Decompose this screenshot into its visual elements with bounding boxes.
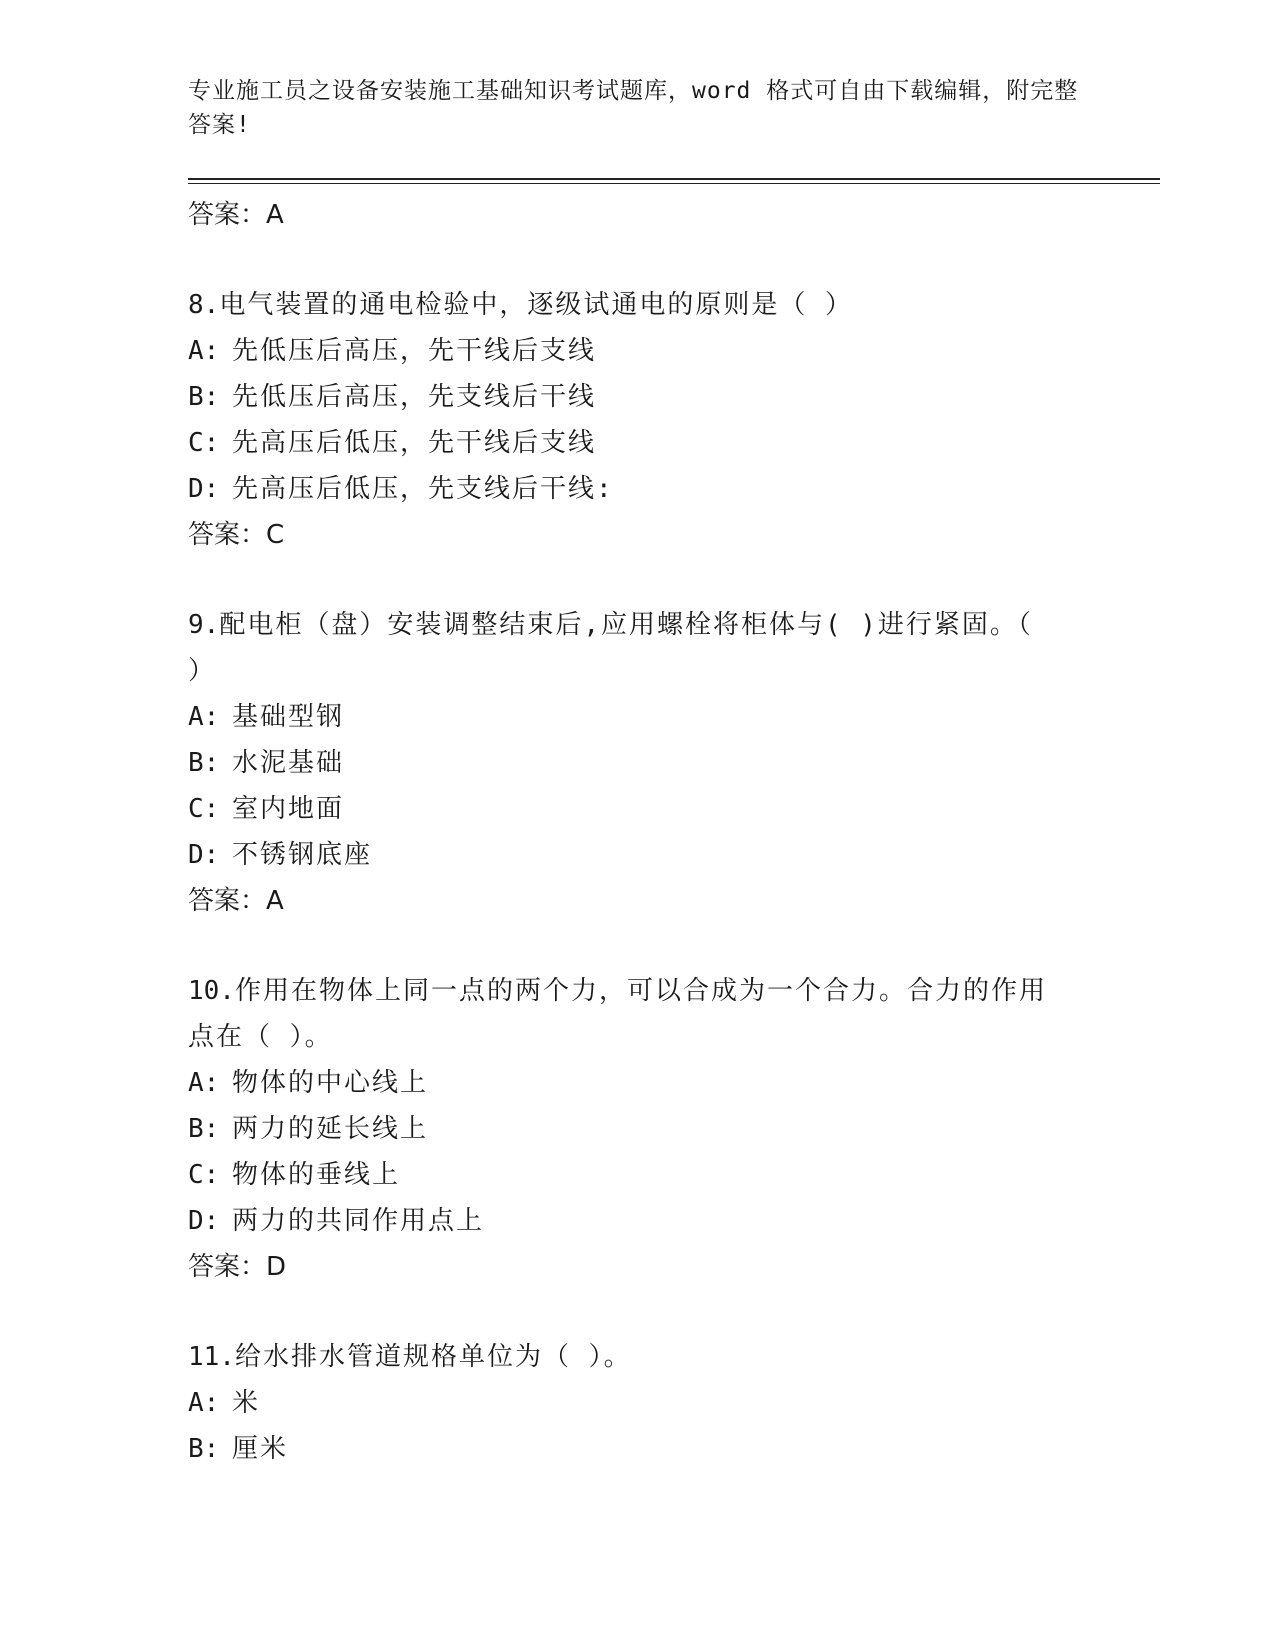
option-letter: D: [188,840,220,870]
question-number: 11. [188,1342,235,1372]
option-letter: D: [188,474,220,504]
question-stem: 电气装置的通电检验中，逐级试通电的原则是（ ） [219,290,853,320]
option-letter: C: [188,428,220,458]
document-header: 专业施工员之设备安装施工基础知识考试题库，word 格式可自由下载编辑，附完整答案! [188,78,1079,138]
option-c [188,786,1160,832]
option-letter: C: [188,794,220,824]
option-text: 米 [232,1388,261,1418]
option-letter: C: [188,1160,220,1190]
option-b [188,374,1160,420]
question-stem: 给水排水管道规格单位为（ ）。 [234,1342,632,1372]
option-letter: A: [188,702,220,732]
question-stem: 配电柜（盘）安装调整结束后,应用螺栓将柜体与( )进行紧固。（ ） [188,610,1033,686]
option-b [188,1106,1160,1152]
option-text: 先高压后低压，先干线后支线 [232,428,597,458]
option-letter: D: [188,1206,220,1236]
answer-line: 答案：D [188,1252,287,1282]
option-c [188,420,1160,466]
option-text: 先低压后高压，先支线后干线 [232,382,597,412]
question-number: 9. [188,610,220,640]
option-text: 不锈钢底座 [232,840,373,870]
document-body [188,192,1160,1472]
question-text [188,282,1048,328]
option-a [188,1060,1160,1106]
option-d [188,1198,1160,1244]
option-text: 先低压后高压，先干线后支线 [232,336,597,366]
option-letter: A: [188,1068,220,1098]
option-text: 两力的共同作用点上 [232,1206,485,1236]
option-text: 厘米 [232,1434,289,1464]
option-text: 两力的延长线上 [232,1114,429,1144]
question-stem: 作用在物体上同一点的两个力，可以合成为一个合力。合力的作用点在（ ）。 [188,976,1047,1052]
option-b [188,1426,1160,1472]
question-number: 10. [188,976,235,1006]
question-item [188,602,1160,924]
option-a [188,328,1160,374]
option-a [188,1380,1160,1426]
option-letter: A: [188,336,220,366]
question-item [188,968,1160,1290]
option-letter: B: [188,1114,220,1144]
option-a [188,694,1160,740]
option-letter: B: [188,382,220,412]
answer-line: 答案：C [188,520,285,550]
option-text: 室内地面 [232,794,345,824]
question-text [188,1334,1048,1380]
option-letter: B: [188,1434,220,1464]
answer-line: 答案：A [188,200,284,230]
option-text: 物体的中心线上 [232,1068,429,1098]
question-number: 8. [188,290,220,320]
question-text [188,602,1048,694]
option-letter: B: [188,748,220,778]
option-d [188,466,1160,512]
question-text [188,968,1048,1060]
option-text: 水泥基础 [232,748,345,778]
option-c [188,1152,1160,1198]
header-divider [188,178,1160,184]
question-item [188,282,1160,558]
answer-line: 答案：A [188,886,284,916]
option-text: 基础型钢 [232,702,345,732]
question-item [188,1334,1160,1472]
option-text: 物体的垂线上 [232,1160,401,1190]
option-d [188,832,1160,878]
option-b [188,740,1160,786]
option-text: 先高压后低压，先支线后干线: [232,474,614,504]
option-letter: A: [188,1388,220,1418]
